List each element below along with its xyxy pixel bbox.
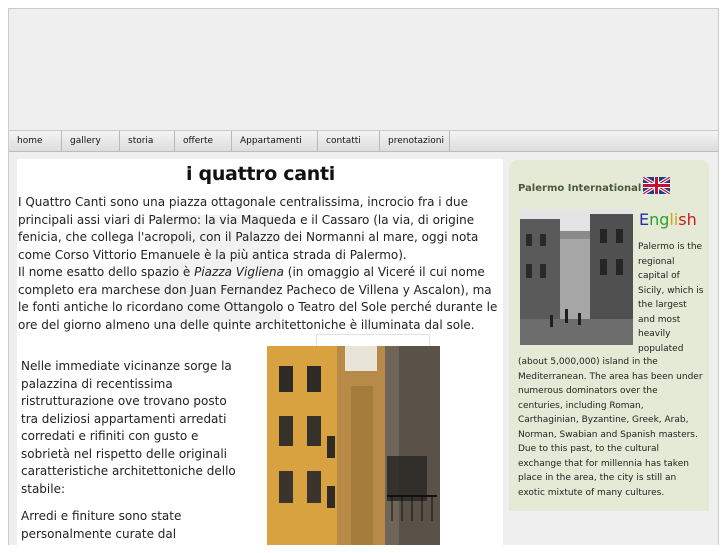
- apartment-description: [21, 358, 241, 553]
- piazza-name: Piazza Vigliena: [194, 265, 284, 279]
- header-banner: [9, 9, 718, 130]
- intro-paragraph-1: I Quattro Canti sono una piazza ottagonale centralissima, incrocio fra i due principali assi viari di Palermo: la via Maqueda e il Cassaro (la via, di origine fenicia, che collega l'acropoli, con il Palazzo dei Normanni al mare, oggi nota come Corso Vittorio Emanuele è la più antica strada di Palermo).: [18, 195, 479, 262]
- nav-item-appartamenti[interactable]: Appartamenti: [232, 131, 318, 151]
- intro-paragraph-2: [18, 264, 502, 334]
- english-letters-li: li: [669, 210, 679, 229]
- sidebar-text-top: Palermo is the regional capital of Sicily, which is the largest and most heavily populated: [638, 242, 704, 354]
- uk-flag-icon[interactable]: [643, 177, 670, 194]
- street-photo: [267, 346, 440, 545]
- page-title: i quattro canti: [186, 163, 335, 185]
- nav-item-home[interactable]: home: [9, 131, 62, 151]
- apartment-paragraph-2: Arredi e finiture sono state personalmente curate dal: [21, 509, 182, 541]
- sidebar-heading: Palermo International: [518, 183, 642, 194]
- nav-item-gallery[interactable]: gallery: [62, 131, 120, 151]
- nav-item-storia[interactable]: storia: [120, 131, 175, 151]
- nav-item-prenotazioni[interactable]: prenotazioni: [380, 131, 450, 151]
- intro-p2-end: (in omaggio al Viceré il cui nome completo era marchese don Juan Fernandez Pacheco de Villena y Ascalon), ma le fonti antiche lo ricordano come Ottangolo o Teatro del Sole perché durante le ore del giorno almeno una delle quinte architettoniche è illuminata dal sole.: [18, 265, 498, 332]
- english-link[interactable]: [639, 210, 697, 229]
- english-letter-e: E: [639, 210, 650, 229]
- intro-p2-start: Il nome esatto dello spazio è: [18, 265, 195, 279]
- english-letters-ng: ng: [649, 210, 670, 229]
- nav-item-offerte[interactable]: offerte: [175, 131, 232, 151]
- english-letters-sh: sh: [678, 210, 697, 229]
- nav-item-contatti[interactable]: contatti: [318, 131, 380, 151]
- apartment-paragraph-1: Nelle immediate vicinanze sorge la palazzina di recentissima ristrutturazione ove trovano posto tra deliziosi appartamenti arredati corredati e rifiniti con gusto e sobrietà nel rispetto delle originali caratteristiche architettoniche dello stabile:: [21, 359, 236, 496]
- palermo-photo: [520, 209, 633, 345]
- main-nav: [9, 130, 718, 152]
- sidebar-text-bottom: (about 5,000,000) island in the Mediterranean. The area has been under numerous dominators over the centuries, including Roman, Carthaginian, Byzantine, Greek, Arab, Norman, Swabian and Spanish masters. Due to this past, to the cultural exchange that for millennia has taken place in the area, the city is still an exotic mixtute of many cultures.: [518, 357, 703, 498]
- intro-text: [18, 194, 502, 334]
